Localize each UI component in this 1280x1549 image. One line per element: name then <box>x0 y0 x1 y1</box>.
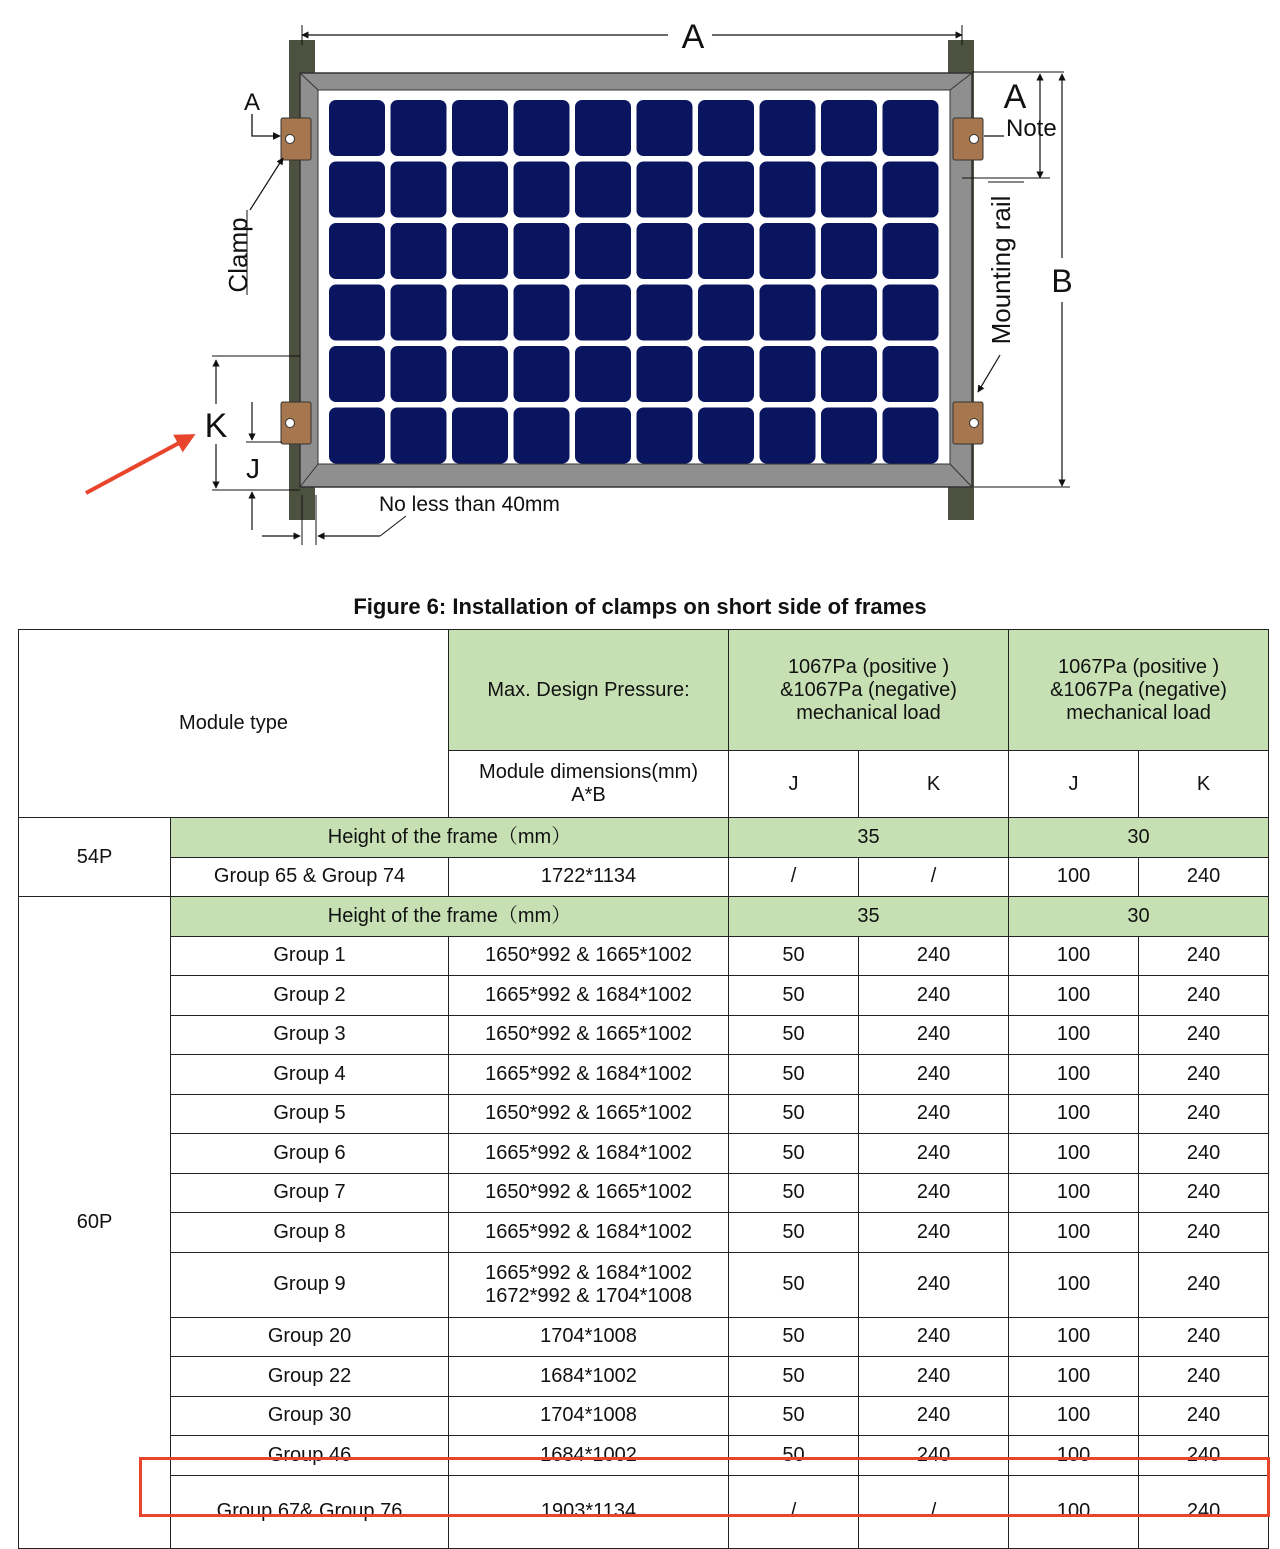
solar-cell <box>329 162 385 218</box>
solar-cell <box>329 285 385 341</box>
dimensions-cell: 1650*992 & 1665*1002 <box>449 1015 729 1055</box>
j-cell: 50 <box>729 1252 859 1317</box>
clamp-label: Clamp <box>223 217 253 293</box>
k-cell: 240 <box>1139 976 1269 1016</box>
table-row <box>19 1015 1269 1055</box>
k-cell: 240 <box>1139 857 1269 897</box>
k-cell: 240 <box>1139 1055 1269 1095</box>
solar-cell <box>821 100 877 156</box>
solar-cell <box>883 285 939 341</box>
group-cell: Group 1 <box>171 936 449 976</box>
k-cell: 240 <box>1139 1213 1269 1253</box>
table-row <box>19 1436 1269 1476</box>
j-cell: 50 <box>729 1396 859 1436</box>
dimensions-cell: 1650*992 & 1665*1002 <box>449 1094 729 1134</box>
dimension-a-label: A <box>681 18 705 56</box>
solar-cell <box>760 162 816 218</box>
solar-cell <box>760 223 816 279</box>
dimension-b-label: B <box>1051 263 1073 299</box>
load-header-30mm: 1067Pa (positive ) &1067Pa (negative) mechanical load <box>1009 630 1269 751</box>
solar-cell <box>821 346 877 402</box>
solar-cell <box>391 408 447 464</box>
clamp-installation-diagram <box>0 0 1280 560</box>
solar-cell <box>883 223 939 279</box>
dimensions-cell: 1665*992 & 1684*1002 <box>449 1055 729 1095</box>
dimensions-cell: 1684*1002 <box>449 1357 729 1397</box>
k-cell: 240 <box>859 1252 1009 1317</box>
solar-cell <box>575 285 631 341</box>
k-cell: 240 <box>859 1213 1009 1253</box>
j-cell: / <box>729 1475 859 1548</box>
j-cell: 50 <box>729 1134 859 1174</box>
table-row <box>19 1252 1269 1317</box>
j-cell: 50 <box>729 936 859 976</box>
max-pressure-header: Max. Design Pressure: <box>449 630 729 751</box>
solar-cell <box>452 285 508 341</box>
table-row <box>19 857 1269 897</box>
group-cell: Group 3 <box>171 1015 449 1055</box>
j-cell: 50 <box>729 1213 859 1253</box>
table-row <box>19 936 1269 976</box>
solar-cell <box>514 346 570 402</box>
clamp-section-label-left: A <box>243 89 261 116</box>
solar-cell <box>637 100 693 156</box>
k-cell: / <box>859 857 1009 897</box>
j-cell: 100 <box>1009 1213 1139 1253</box>
solar-cell <box>760 285 816 341</box>
k-cell: 240 <box>1139 1436 1269 1476</box>
group-cell: Group 2 <box>171 976 449 1016</box>
group-cell: Group 4 <box>171 1055 449 1095</box>
j-cell: 100 <box>1009 1055 1139 1095</box>
k-cell: 240 <box>859 1436 1009 1476</box>
j-cell: 50 <box>729 1173 859 1213</box>
j-cell: 100 <box>1009 1173 1139 1213</box>
note-label: Note <box>1006 115 1057 142</box>
solar-cell <box>698 346 754 402</box>
red-pointer-arrow <box>86 436 192 493</box>
solar-cell <box>698 285 754 341</box>
j-cell: 100 <box>1009 1094 1139 1134</box>
dimensions-cell: 1665*992 & 1684*1002 <box>449 1134 729 1174</box>
solar-cell <box>575 408 631 464</box>
k-cell: 240 <box>1139 936 1269 976</box>
j-cell: 100 <box>1009 1436 1139 1476</box>
solar-cell <box>514 100 570 156</box>
solar-cell <box>637 346 693 402</box>
dimensions-cell: 1903*1134 <box>449 1475 729 1548</box>
solar-cell <box>391 100 447 156</box>
solar-cell <box>329 100 385 156</box>
group-cell: Group 46 <box>171 1436 449 1476</box>
solar-cell <box>575 100 631 156</box>
solar-cell <box>821 162 877 218</box>
j-cell: 100 <box>1009 1475 1139 1548</box>
table-row <box>19 1213 1269 1253</box>
k-cell: 240 <box>1139 1173 1269 1213</box>
k-cell: 240 <box>859 1134 1009 1174</box>
solar-cell <box>637 223 693 279</box>
solar-cell <box>698 408 754 464</box>
table-row <box>19 1173 1269 1213</box>
dimensions-cell: 1704*1008 <box>449 1396 729 1436</box>
group-cell: Group 9 <box>171 1252 449 1317</box>
k-cell: 240 <box>859 1015 1009 1055</box>
solar-cell <box>637 162 693 218</box>
solar-cell <box>452 408 508 464</box>
dimension-j-label: J <box>246 453 260 484</box>
table-row-highlighted <box>19 1475 1269 1548</box>
j-header: J <box>729 751 859 818</box>
j-cell: 50 <box>729 976 859 1016</box>
solar-cell <box>452 162 508 218</box>
solar-cell <box>760 100 816 156</box>
solar-cell <box>821 408 877 464</box>
k-cell: 240 <box>859 976 1009 1016</box>
solar-cell <box>883 162 939 218</box>
dimensions-cell: 1665*992 & 1684*1002 <box>449 976 729 1016</box>
j-cell: 100 <box>1009 976 1139 1016</box>
j-cell: 100 <box>1009 857 1139 897</box>
k-cell: / <box>859 1475 1009 1548</box>
figure-caption: Figure 6: Installation of clamps on short side of frames <box>353 594 927 619</box>
frame-height-label: Height of the frame（mm） <box>171 897 729 937</box>
solar-cell <box>514 162 570 218</box>
group-cell: Group 6 <box>171 1134 449 1174</box>
solar-cell <box>452 223 508 279</box>
solar-cell <box>514 408 570 464</box>
group-cell: Group 67& Group 76 <box>171 1475 449 1548</box>
k-cell: 240 <box>859 936 1009 976</box>
clamp-section-label-right: A <box>1003 78 1027 116</box>
j-cell: 100 <box>1009 1015 1139 1055</box>
dimensions-cell: 1722*1134 <box>449 857 729 897</box>
dimensions-cell: 1704*1008 <box>449 1317 729 1357</box>
j-cell: 100 <box>1009 1357 1139 1397</box>
solar-cell <box>698 162 754 218</box>
k-header: K <box>859 751 1009 818</box>
load-header-35mm: 1067Pa (positive ) &1067Pa (negative) mechanical load <box>729 630 1009 751</box>
frame-height-30: 30 <box>1009 818 1269 858</box>
frame-height-label: Height of the frame（mm） <box>171 818 729 858</box>
frame-height-35: 35 <box>729 818 1009 858</box>
k-cell: 240 <box>859 1173 1009 1213</box>
group-cell: Group 22 <box>171 1357 449 1397</box>
solar-cell <box>637 408 693 464</box>
solar-cell <box>698 223 754 279</box>
clamp-top-right <box>953 118 983 160</box>
solar-cell <box>575 346 631 402</box>
k-cell: 240 <box>1139 1094 1269 1134</box>
group-cell: Group 30 <box>171 1396 449 1436</box>
solar-cell <box>391 162 447 218</box>
j-cell: 100 <box>1009 1134 1139 1174</box>
module-type-header: Module type <box>19 630 449 818</box>
table-row <box>19 1134 1269 1174</box>
solar-cell <box>637 285 693 341</box>
j-cell: 100 <box>1009 1396 1139 1436</box>
group-cell: Group 65 & Group 74 <box>171 857 449 897</box>
dimension-k-label: K <box>204 407 228 445</box>
dimensions-cell: 1684*1002 <box>449 1436 729 1476</box>
group-cell: Group 20 <box>171 1317 449 1357</box>
k-cell: 240 <box>859 1396 1009 1436</box>
table-row <box>19 976 1269 1016</box>
solar-cell <box>329 346 385 402</box>
solar-cell <box>329 408 385 464</box>
module-type-54p: 54P <box>19 818 171 897</box>
min-distance-label: No less than 40mm <box>379 493 560 516</box>
j-cell: 50 <box>729 1357 859 1397</box>
clamp-top-left <box>281 118 311 160</box>
dimensions-cell: 1650*992 & 1665*1002 <box>449 936 729 976</box>
k-cell: 240 <box>1139 1317 1269 1357</box>
k-cell: 240 <box>1139 1475 1269 1548</box>
j-cell: 50 <box>729 1317 859 1357</box>
j-header: J <box>1009 751 1139 818</box>
k-header: K <box>1139 751 1269 818</box>
solar-cell <box>698 100 754 156</box>
dimensions-cell: 1650*992 & 1665*1002 <box>449 1173 729 1213</box>
solar-cell <box>575 162 631 218</box>
clamp-spec-table <box>18 629 1269 1549</box>
j-cell: 50 <box>729 1055 859 1095</box>
solar-cell <box>391 223 447 279</box>
k-cell: 240 <box>859 1357 1009 1397</box>
solar-cell <box>883 346 939 402</box>
j-cell: 100 <box>1009 1252 1139 1317</box>
k-cell: 240 <box>1139 1134 1269 1174</box>
solar-cell <box>391 346 447 402</box>
solar-cell <box>821 223 877 279</box>
j-cell: 50 <box>729 1436 859 1476</box>
group-cell: Group 5 <box>171 1094 449 1134</box>
solar-cell <box>452 100 508 156</box>
k-cell: 240 <box>859 1055 1009 1095</box>
solar-cell <box>883 408 939 464</box>
table-row <box>19 1055 1269 1095</box>
k-cell: 240 <box>859 1094 1009 1134</box>
group-cell: Group 7 <box>171 1173 449 1213</box>
clamp-bottom-left <box>281 402 311 444</box>
solar-cell <box>883 100 939 156</box>
j-cell: 100 <box>1009 1317 1139 1357</box>
k-cell: 240 <box>1139 1396 1269 1436</box>
j-cell: / <box>729 857 859 897</box>
solar-cell <box>329 223 385 279</box>
k-cell: 240 <box>859 1317 1009 1357</box>
dimensions-cell: 1665*992 & 1684*1002 <box>449 1213 729 1253</box>
frame-height-30: 30 <box>1009 897 1269 937</box>
table-row <box>19 1396 1269 1436</box>
solar-cell <box>452 346 508 402</box>
dimensions-cell: 1665*992 & 1684*1002 1672*992 & 1704*1008 <box>449 1252 729 1317</box>
table-row <box>19 1094 1269 1134</box>
group-cell: Group 8 <box>171 1213 449 1253</box>
dimensions-header: Module dimensions(mm) A*B <box>449 751 729 818</box>
mounting-rail-label: Mounting rail <box>986 195 1016 345</box>
k-cell: 240 <box>1139 1357 1269 1397</box>
solar-cell <box>391 285 447 341</box>
solar-cell <box>760 408 816 464</box>
solar-cell <box>821 285 877 341</box>
j-cell: 50 <box>729 1094 859 1134</box>
j-cell: 50 <box>729 1015 859 1055</box>
j-cell: 100 <box>1009 936 1139 976</box>
module-type-60p: 60P <box>19 897 171 1549</box>
clamp-bottom-right <box>953 402 983 444</box>
solar-cell <box>575 223 631 279</box>
solar-cell <box>514 223 570 279</box>
k-cell: 240 <box>1139 1252 1269 1317</box>
frame-height-35: 35 <box>729 897 1009 937</box>
table-row <box>19 1317 1269 1357</box>
solar-cell <box>514 285 570 341</box>
solar-cell <box>760 346 816 402</box>
k-cell: 240 <box>1139 1015 1269 1055</box>
table-row <box>19 1357 1269 1397</box>
